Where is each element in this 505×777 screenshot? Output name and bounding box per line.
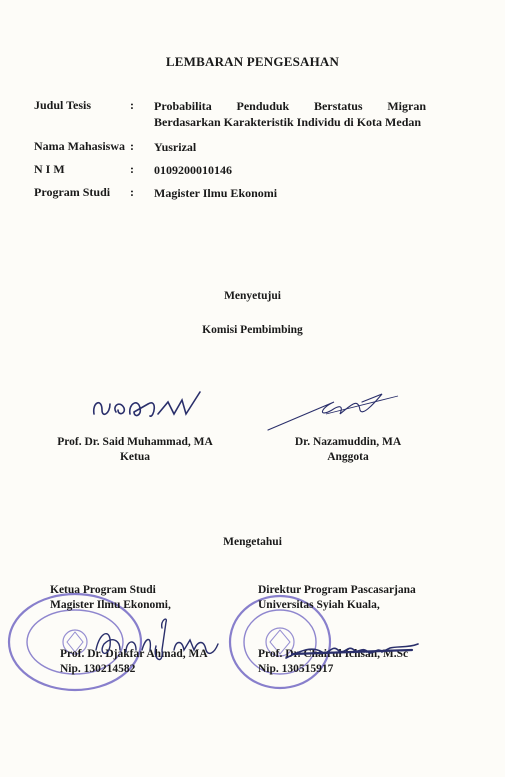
field-colon: : xyxy=(130,139,134,153)
program-head-name: Prof. Dr. Djakfar Ahmad, MA xyxy=(60,648,208,660)
committee-heading: Komisi Pembimbing xyxy=(202,324,303,336)
field-label: Program Studi xyxy=(34,185,111,199)
program-head-nip: Nip. 130214582 xyxy=(60,663,136,675)
field-value: 0109200010146 xyxy=(154,163,232,177)
field-label: Nama Mahasiswa xyxy=(34,139,126,153)
acknowledged-heading: Mengetahui xyxy=(223,536,282,548)
field-label: N I M xyxy=(34,162,65,176)
field-label: Judul Tesis xyxy=(34,98,92,112)
field-row-nim xyxy=(34,162,434,178)
director-name: Prof. Dr. Chairul Ichsan, M.Sc xyxy=(258,648,409,660)
supervisor-member xyxy=(268,436,428,466)
supervisor-chair-role: Ketua xyxy=(119,451,151,463)
supervisor-chair-name: Prof. Dr. Said Muhammad, MA xyxy=(57,436,213,448)
field-colon: : xyxy=(130,185,134,199)
field-value: Yusrizal xyxy=(154,140,197,154)
page-title: LEMBARAN PENGESAHAN xyxy=(165,54,340,69)
field-row-program xyxy=(34,185,434,201)
director-title: Direktur Program Pascasarjana xyxy=(258,584,416,596)
supervisor-member-role: Anggota xyxy=(327,451,369,463)
approval-heading: Menyetujui xyxy=(224,290,281,302)
field-row-name xyxy=(34,139,434,155)
field-colon: : xyxy=(130,98,134,112)
director-university: Universitas Syiah Kuala, xyxy=(258,599,380,611)
field-row-title xyxy=(34,98,434,130)
field-value: Probabilita Penduduk Berstatus Migran Berdasarkan Karakteristik Individu di Kota Medan xyxy=(154,99,426,129)
field-value: Magister Ilmu Ekonomi xyxy=(154,186,278,200)
field-colon: : xyxy=(130,162,134,176)
supervisor-chair xyxy=(30,436,240,466)
signature-chair xyxy=(88,384,228,428)
signature-program-head xyxy=(90,610,225,672)
director-nip: Nip. 130515917 xyxy=(258,663,334,675)
thesis-info xyxy=(34,98,434,208)
program-head-program: Magister Ilmu Ekonomi, xyxy=(50,599,171,611)
supervisor-member-name: Dr. Nazamuddin, MA xyxy=(294,436,402,448)
signature-director xyxy=(282,628,422,668)
program-head-title: Ketua Program Studi xyxy=(50,584,156,596)
signature-member xyxy=(262,384,412,436)
